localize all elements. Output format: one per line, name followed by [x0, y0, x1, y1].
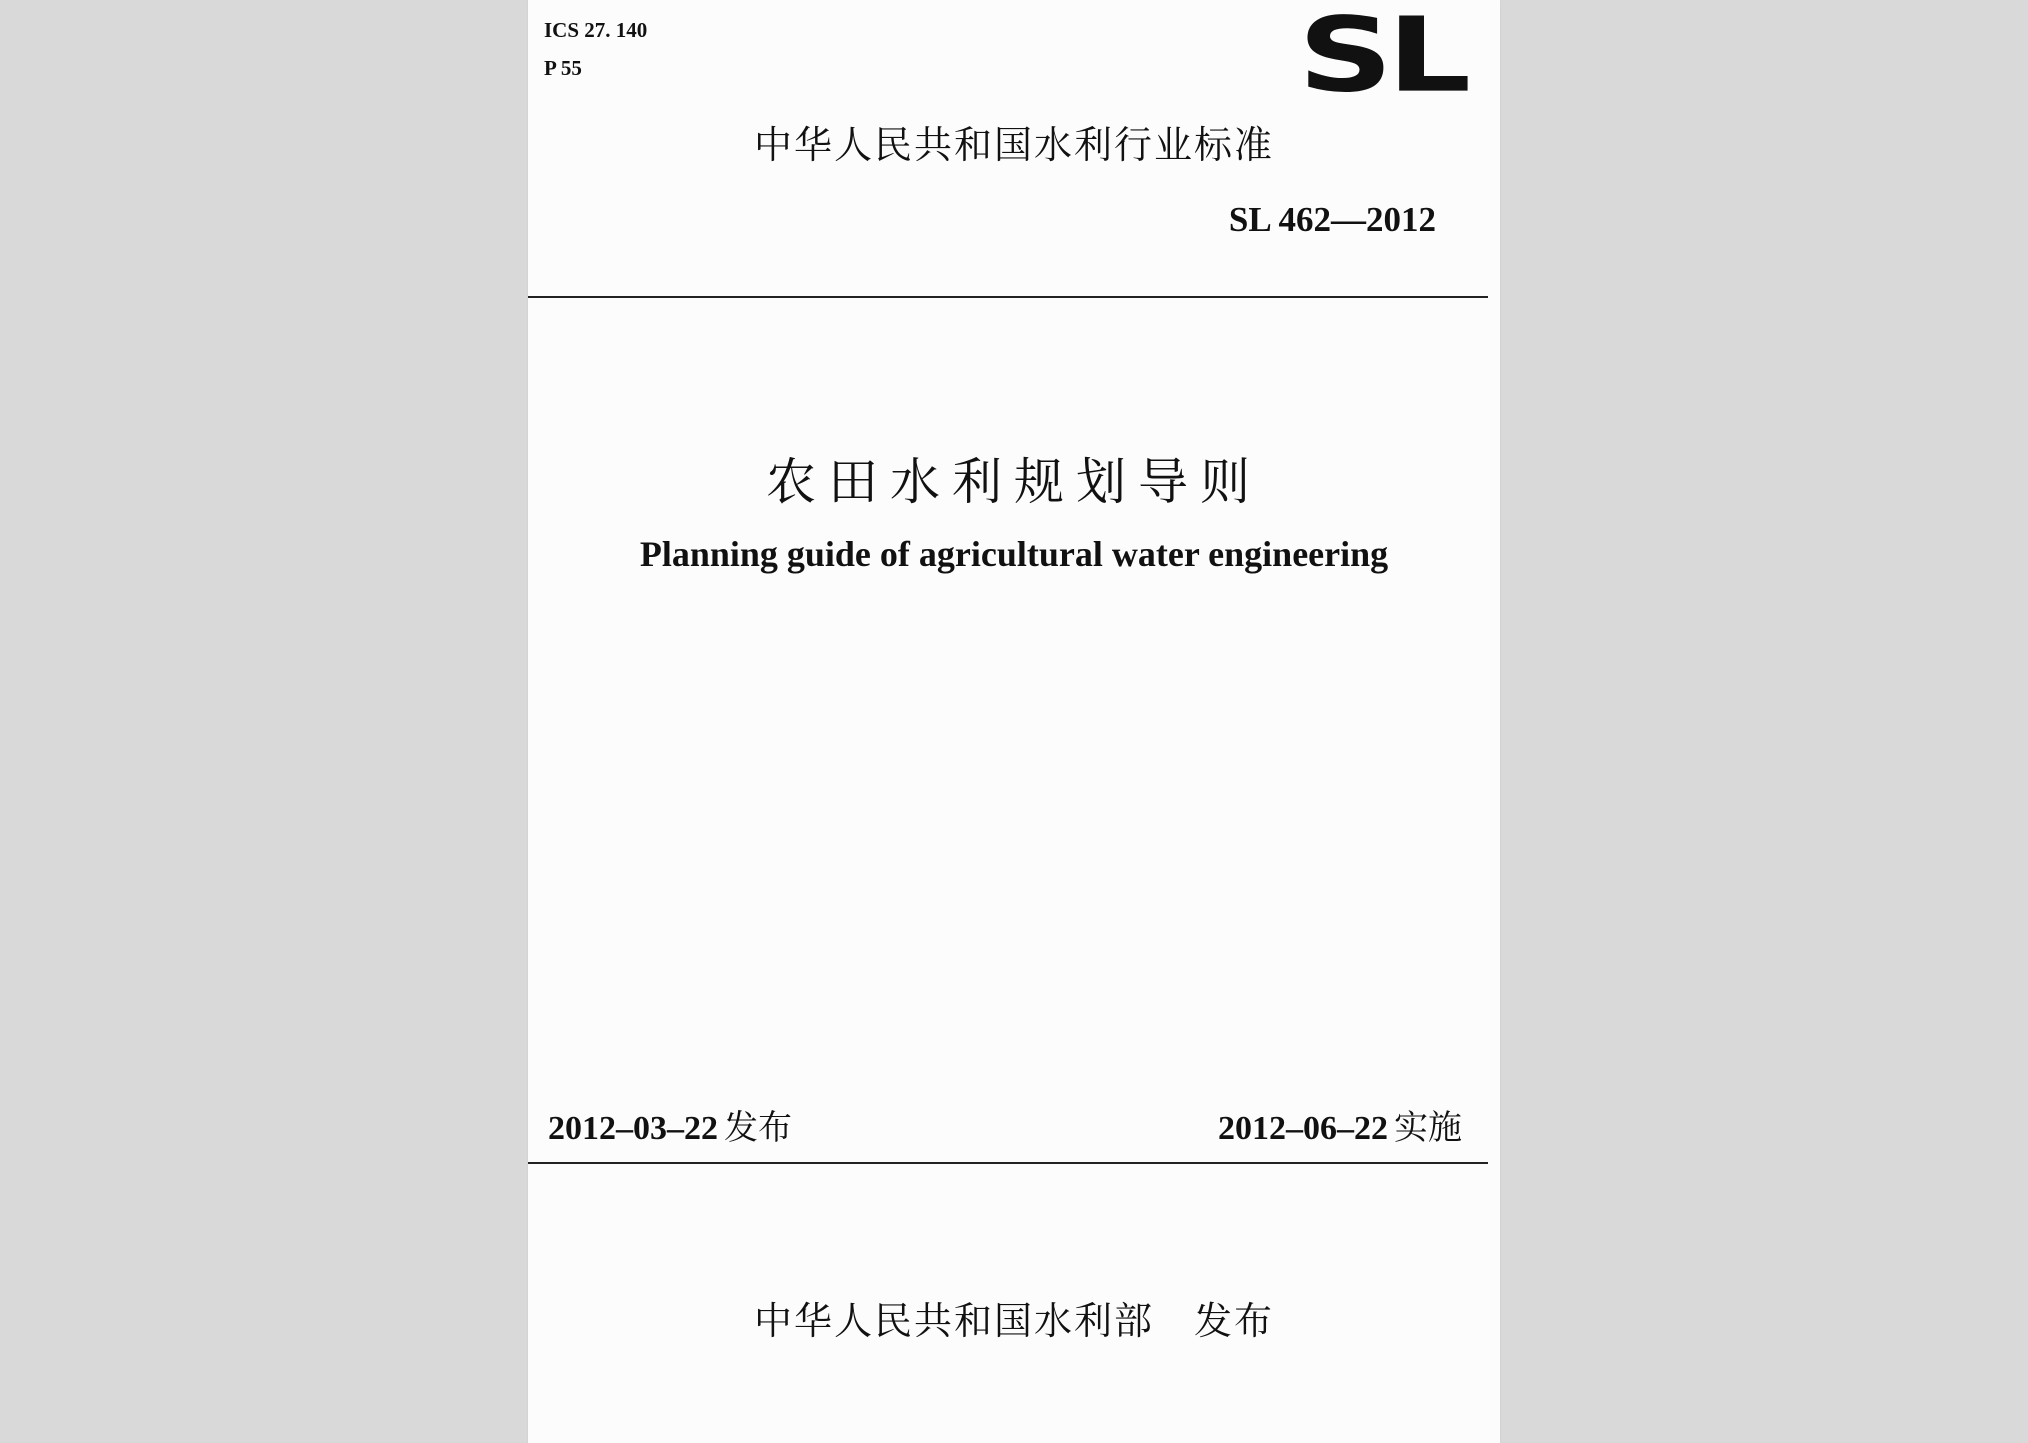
standard-number: SL 462—2012 — [1228, 200, 1436, 239]
sl-logo: SL — [1298, 0, 1466, 116]
implementation-date-value: 2012–06–22 — [1218, 1110, 1388, 1147]
publisher-action: 发布 — [1194, 1299, 1275, 1343]
ics-code: ICS 27. 140 — [544, 18, 648, 42]
title-chinese: 农田水利规划导则 — [766, 453, 1262, 511]
issue-date — [548, 1100, 792, 1149]
issue-date-value: 2012–03–22 — [548, 1110, 718, 1147]
document-page — [528, 0, 1500, 1443]
implementation-date — [1218, 1100, 1462, 1149]
top-divider — [528, 296, 1488, 298]
bottom-divider — [528, 1162, 1488, 1164]
implementation-date-label: 实施 — [1394, 1108, 1462, 1148]
publisher-name: 中华人民共和国水利部 — [753, 1299, 1154, 1343]
title-english: Planning guide of agricultural water engineering — [639, 534, 1389, 574]
publisher-line — [528, 1290, 1500, 1345]
industry-standard-heading: 中华人民共和国水利行业标准 — [753, 123, 1274, 167]
p-code: P 55 — [544, 56, 582, 80]
issue-date-label: 发布 — [724, 1108, 792, 1148]
